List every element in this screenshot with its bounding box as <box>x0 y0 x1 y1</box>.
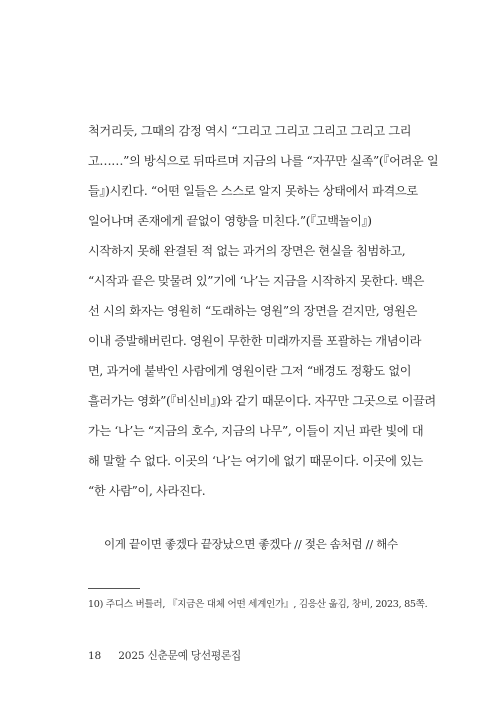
page-footer <box>88 648 241 663</box>
body-line: 척거리듯, 그때의 감정 역시 “그리고 그리고 그리고 그리고 그리 <box>88 124 412 138</box>
body-line: 흘러가는 영화”(『비신비』)와 같기 때문이다. 자꾸만 그곳으로 이끌려 <box>88 394 436 408</box>
page-number: 18 <box>88 650 102 662</box>
body-line: 면, 과거에 붙박인 사람에게 영원이란 그저 “배경도 정황도 없이 <box>88 364 412 378</box>
body-line: 선 시의 화자는 영원히 “도래하는 영원”의 장면을 걷지만, 영원은 <box>88 304 418 318</box>
body-line: 해 말할 수 없다. 이곳의 ‘나’는 여기에 없기 때문이다. 이곳에 있는 <box>88 454 423 468</box>
body-line: 시작하지 못해 완결된 적 없는 과거의 장면은 현실을 침범하고, <box>88 244 406 258</box>
quote-line: 이게 끝이면 좋겠다 끝장났으면 좋겠다 // 젖은 솜처럼 // 해수 <box>104 537 398 551</box>
body-line: 들』)시킨다. “어떤 일들은 스스로 알지 못하는 상태에서 파격으로 <box>88 184 418 198</box>
body-line: “시작과 끝은 맞물려 있”기에 ‘나’는 지금을 시작하지 못한다. 백은 <box>88 274 425 288</box>
running-title: 2025 신춘문예 당선평론집 <box>118 650 242 662</box>
footnote-divider <box>88 588 140 589</box>
body-line: 일어나며 존재에게 끝없이 영향을 미친다.”(『고백놀이』) <box>88 214 372 228</box>
footnote: 10) 주디스 버틀러, 『지금은 대체 어떤 세계인가』, 김응산 옮김, 창비, 2023, 85쪽. <box>88 599 428 610</box>
body-line: 고……”의 방식으로 뒤따르며 지금의 나를 “자꾸만 실족”(『어려운 일 <box>88 154 439 168</box>
body-line: “한 사람”이, 사라진다. <box>88 484 206 498</box>
body-line: 가는 ‘나’는 “지금의 호수, 지금의 나무”, 이들이 지닌 파란 빛에 대 <box>88 424 424 438</box>
body-line: 이내 증발해버린다. 영원이 무한한 미래까지를 포괄하는 개념이라 <box>88 334 422 348</box>
